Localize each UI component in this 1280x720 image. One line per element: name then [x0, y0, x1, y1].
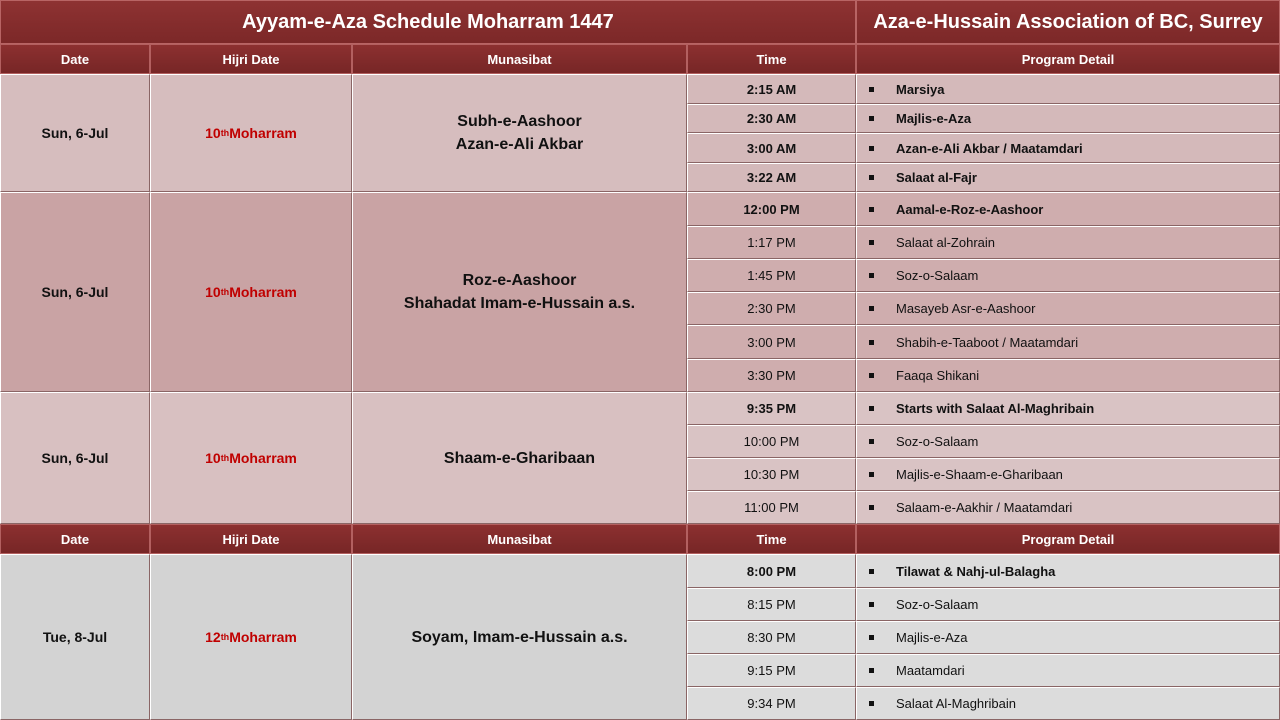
bullet-icon	[869, 569, 874, 574]
section-hijri-date: 12 th Moharram	[150, 554, 352, 720]
header-time: Time	[687, 44, 856, 74]
bullet-icon	[869, 240, 874, 245]
header-hijri-date: Hijri Date	[150, 524, 352, 554]
time-cell: 8:15 PM	[687, 588, 856, 621]
program-detail-cell: Majlis-e-Shaam-e-Gharibaan	[856, 458, 1280, 491]
time-cell: 1:17 PM	[687, 226, 856, 259]
time-cell: 9:34 PM	[687, 687, 856, 720]
section-munasibat: Shaam-e-Gharibaan	[352, 392, 687, 524]
bullet-icon	[869, 87, 874, 92]
program-detail-cell: Salaat Al-Maghribain	[856, 687, 1280, 720]
association-title: Aza-e-Hussain Association of BC, Surrey	[856, 0, 1280, 44]
time-cell: 2:30 AM	[687, 104, 856, 133]
time-cell: 2:15 AM	[687, 74, 856, 104]
bullet-icon	[869, 273, 874, 278]
program-detail-cell: Marsiya	[856, 74, 1280, 104]
bullet-icon	[869, 175, 874, 180]
bullet-icon	[869, 602, 874, 607]
program-detail-cell: Maatamdari	[856, 654, 1280, 687]
bullet-icon	[869, 146, 874, 151]
bullet-icon	[869, 116, 874, 121]
section-munasibat: Roz-e-Aashoor Shahadat Imam-e-Hussain a.s.	[352, 192, 687, 392]
time-cell: 3:22 AM	[687, 163, 856, 192]
program-detail-cell: Masayeb Asr-e-Aashoor	[856, 292, 1280, 325]
time-cell: 8:30 PM	[687, 621, 856, 654]
section-date: Sun, 6-Jul	[0, 74, 150, 192]
program-detail-cell: Salaat al-Fajr	[856, 163, 1280, 192]
program-detail-cell: Azan-e-Ali Akbar / Maatamdari	[856, 133, 1280, 163]
header-munasibat: Munasibat	[352, 44, 687, 74]
header-date: Date	[0, 44, 150, 74]
program-detail-cell: Soz-o-Salaam	[856, 588, 1280, 621]
section-hijri-date: 10 th Moharram	[150, 192, 352, 392]
schedule-title: Ayyam-e-Aza Schedule Moharram 1447	[0, 0, 856, 44]
section-hijri-date: 10 th Moharram	[150, 392, 352, 524]
bullet-icon	[869, 439, 874, 444]
bullet-icon	[869, 701, 874, 706]
bullet-icon	[869, 472, 874, 477]
time-cell: 11:00 PM	[687, 491, 856, 524]
header-hijri-date: Hijri Date	[150, 44, 352, 74]
section-hijri-date: 10 th Moharram	[150, 74, 352, 192]
program-detail-cell: Majlis-e-Aza	[856, 621, 1280, 654]
section-date: Sun, 6-Jul	[0, 192, 150, 392]
bullet-icon	[869, 406, 874, 411]
time-cell: 2:30 PM	[687, 292, 856, 325]
time-cell: 10:00 PM	[687, 425, 856, 458]
program-detail-cell: Salaat al-Zohrain	[856, 226, 1280, 259]
time-cell: 12:00 PM	[687, 192, 856, 226]
header-program-detail: Program Detail	[856, 44, 1280, 74]
time-cell: 1:45 PM	[687, 259, 856, 292]
program-detail-cell: Soz-o-Salaam	[856, 425, 1280, 458]
program-detail-cell: Aamal-e-Roz-e-Aashoor	[856, 192, 1280, 226]
program-detail-cell: Tilawat & Nahj-ul-Balagha	[856, 554, 1280, 588]
time-cell: 9:15 PM	[687, 654, 856, 687]
bullet-icon	[869, 306, 874, 311]
time-cell: 8:00 PM	[687, 554, 856, 588]
section-munasibat: Subh-e-Aashoor Azan-e-Ali Akbar	[352, 74, 687, 192]
bullet-icon	[869, 207, 874, 212]
time-cell: 3:30 PM	[687, 359, 856, 392]
header-program-detail: Program Detail	[856, 524, 1280, 554]
time-cell: 3:00 PM	[687, 325, 856, 359]
header-munasibat: Munasibat	[352, 524, 687, 554]
program-detail-cell: Soz-o-Salaam	[856, 259, 1280, 292]
bullet-icon	[869, 505, 874, 510]
time-cell: 3:00 AM	[687, 133, 856, 163]
program-detail-cell: Salaam-e-Aakhir / Maatamdari	[856, 491, 1280, 524]
bullet-icon	[869, 668, 874, 673]
bullet-icon	[869, 340, 874, 345]
program-detail-cell: Faaqa Shikani	[856, 359, 1280, 392]
program-detail-cell: Majlis-e-Aza	[856, 104, 1280, 133]
header-date: Date	[0, 524, 150, 554]
program-detail-cell: Starts with Salaat Al-Maghribain	[856, 392, 1280, 425]
header-time: Time	[687, 524, 856, 554]
section-munasibat: Soyam, Imam-e-Hussain a.s.	[352, 554, 687, 720]
section-date: Sun, 6-Jul	[0, 392, 150, 524]
program-detail-cell: Shabih-e-Taaboot / Maatamdari	[856, 325, 1280, 359]
bullet-icon	[869, 373, 874, 378]
bullet-icon	[869, 635, 874, 640]
section-date: Tue, 8-Jul	[0, 554, 150, 720]
time-cell: 10:30 PM	[687, 458, 856, 491]
time-cell: 9:35 PM	[687, 392, 856, 425]
